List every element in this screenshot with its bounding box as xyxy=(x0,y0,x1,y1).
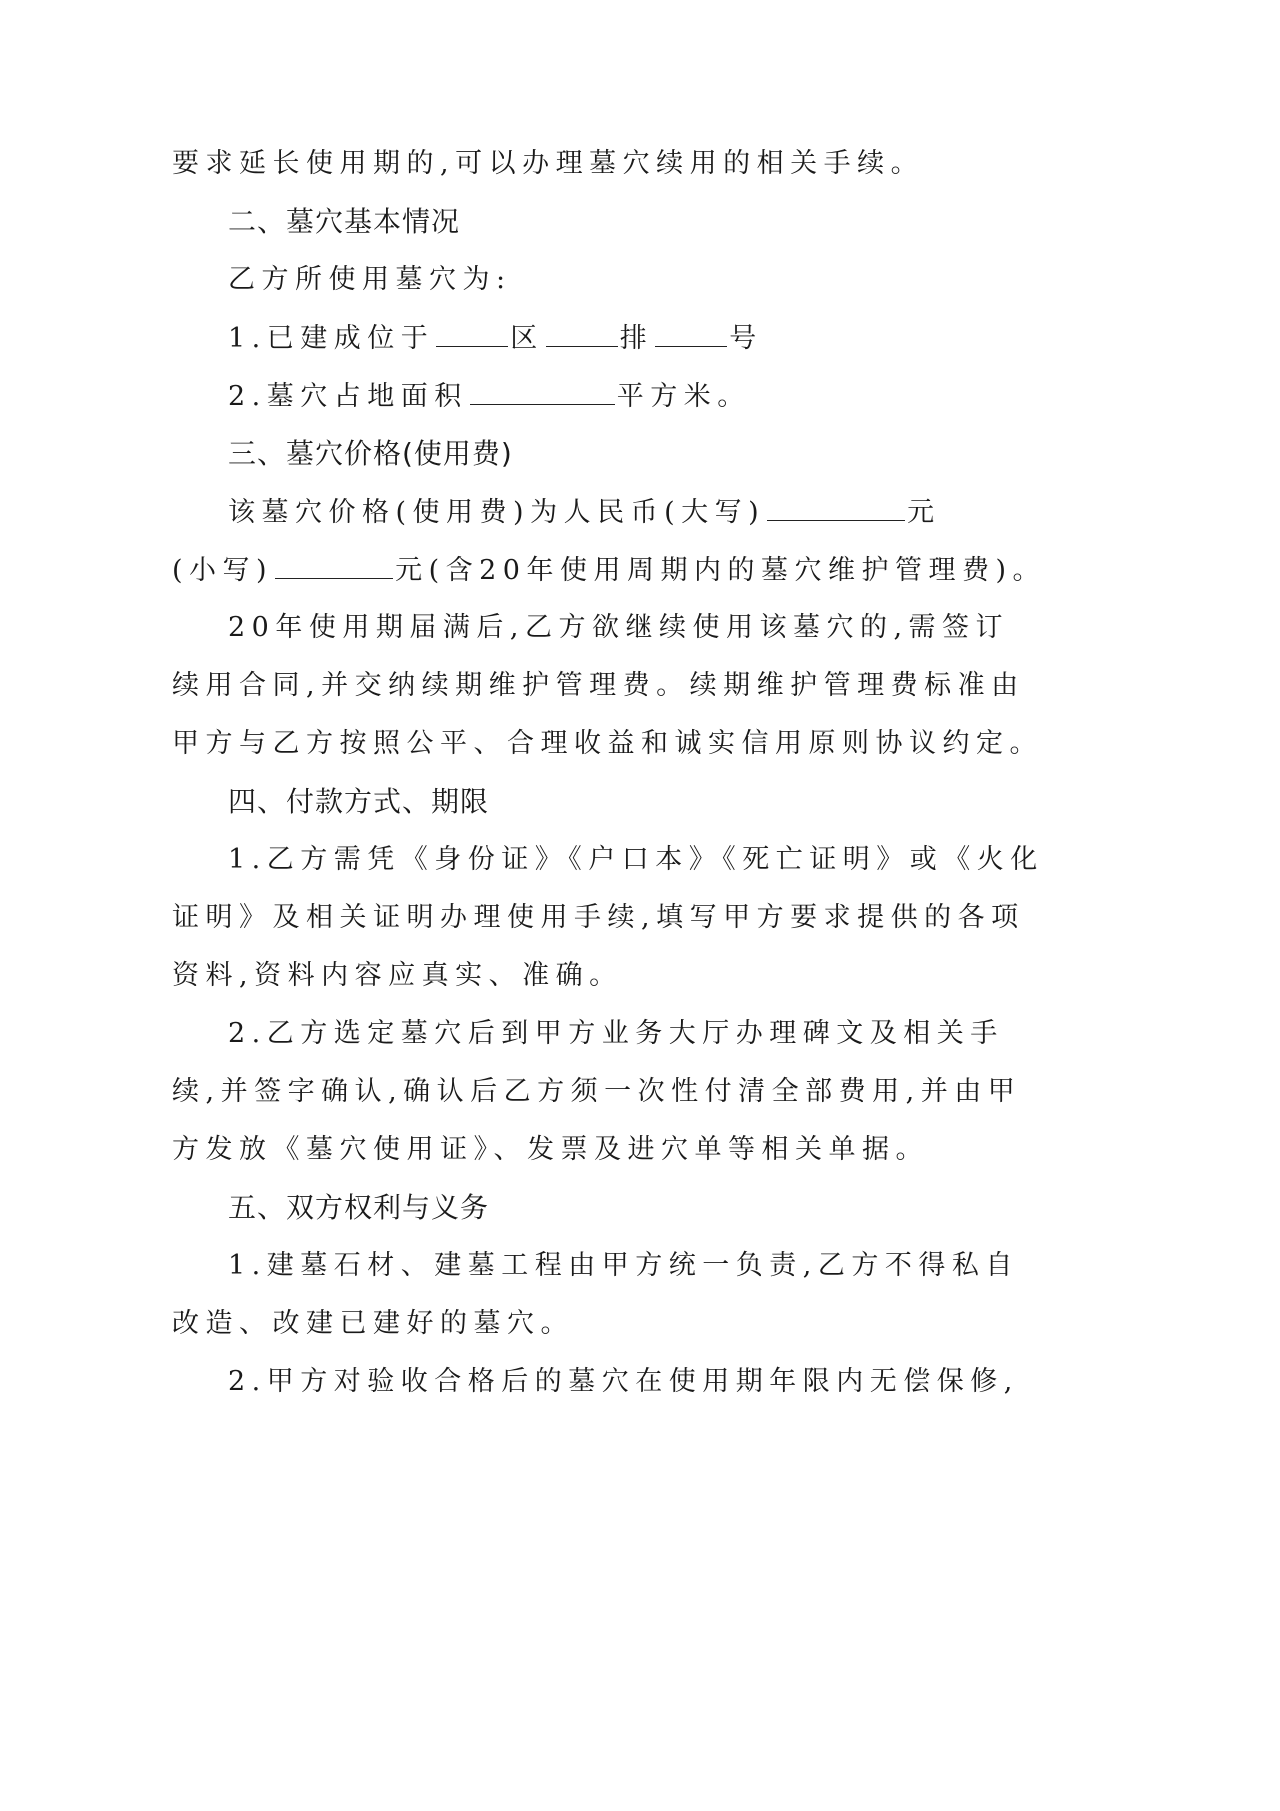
line-text: 20年使用期届满后,乙方欲继续使用该墓穴的,需签订 xyxy=(228,612,1010,643)
line-text: 1.已建成位于 xyxy=(228,323,435,354)
section-heading-2 xyxy=(228,204,1148,240)
paragraph-line xyxy=(172,1074,1092,1110)
line-text: 1.乙方需凭《身份证》《户口本》《死亡证明》或《火化 xyxy=(228,844,1044,875)
heading-text: 四、付款方式、期限 xyxy=(228,785,490,818)
line-text: 资料,资料内容应真实、准确。 xyxy=(172,960,623,991)
area-blank[interactable] xyxy=(470,378,615,405)
paragraph-line xyxy=(172,146,1092,182)
location-line xyxy=(228,320,1148,357)
heading-text: 二、墓穴基本情况 xyxy=(228,205,461,238)
line-text: 号 xyxy=(729,323,763,354)
paragraph-line xyxy=(228,1016,1148,1052)
paragraph-line xyxy=(228,1364,1148,1400)
line-text: 2.墓穴占地面积 xyxy=(228,381,468,412)
paragraph-line xyxy=(228,610,1148,646)
line-text: 乙方所使用墓穴为: xyxy=(228,264,512,295)
line-text: 平方米。 xyxy=(616,381,751,412)
line-text: 2.甲方对验收合格后的墓穴在使用期年限内无偿保修, xyxy=(228,1366,1019,1397)
price-uppercase-blank[interactable] xyxy=(767,494,905,521)
paragraph-line xyxy=(172,668,1092,704)
row-blank[interactable] xyxy=(546,320,618,347)
section-heading-4 xyxy=(228,784,1148,820)
line-text: 该墓穴价格(使用费)为人民币(大写) xyxy=(228,497,766,528)
heading-text: 五、双方权利与义务 xyxy=(228,1191,490,1224)
line-text: 元 xyxy=(907,497,941,528)
paragraph-line xyxy=(228,262,1148,298)
paragraph-line xyxy=(172,1306,1092,1342)
paragraph-line xyxy=(172,726,1092,762)
line-text: 要求延长使用期的,可以办理墓穴续用的相关手续。 xyxy=(172,148,925,179)
line-text: 证明》及相关证明办理使用手续,填写甲方要求提供的各项 xyxy=(172,902,1025,933)
line-text: 方发放《墓穴使用证》、发票及进穴单等相关单据。 xyxy=(172,1134,929,1165)
line-text: 排 xyxy=(619,323,654,354)
zone-blank[interactable] xyxy=(436,320,508,347)
paragraph-line xyxy=(172,1132,1092,1168)
paragraph-line xyxy=(172,958,1092,994)
line-text: (小写) xyxy=(172,555,274,586)
line-text: 1.建墓石材、建墓工程由甲方统一负责,乙方不得私自 xyxy=(228,1250,1019,1281)
line-text: 续用合同,并交纳续期维护管理费。续期维护管理费标准由 xyxy=(172,670,1025,701)
price-line-upper xyxy=(228,494,1148,531)
line-text: 改造、改建已建好的墓穴。 xyxy=(172,1308,574,1339)
line-text: 元(含20年使用周期内的墓穴维护管理费)。 xyxy=(395,555,1047,586)
line-text: 区 xyxy=(510,323,544,354)
price-line-lower xyxy=(172,552,1092,589)
line-text: 2.乙方选定墓穴后到甲方业务大厅办理碑文及相关手 xyxy=(228,1018,1004,1049)
heading-text: 三、墓穴价格(使用费) xyxy=(228,437,513,470)
line-text: 续,并签字确认,确认后乙方须一次性付清全部费用,并由甲 xyxy=(172,1076,1022,1107)
paragraph-line xyxy=(228,842,1148,878)
section-heading-3 xyxy=(228,436,1148,472)
section-heading-5 xyxy=(228,1190,1148,1226)
number-blank[interactable] xyxy=(655,320,727,347)
paragraph-line xyxy=(228,1248,1148,1284)
price-lowercase-blank[interactable] xyxy=(275,552,393,579)
area-line xyxy=(228,378,1148,415)
paragraph-line xyxy=(172,900,1092,936)
line-text: 甲方与乙方按照公平、合理收益和诚实信用原则协议约定。 xyxy=(172,728,1043,759)
